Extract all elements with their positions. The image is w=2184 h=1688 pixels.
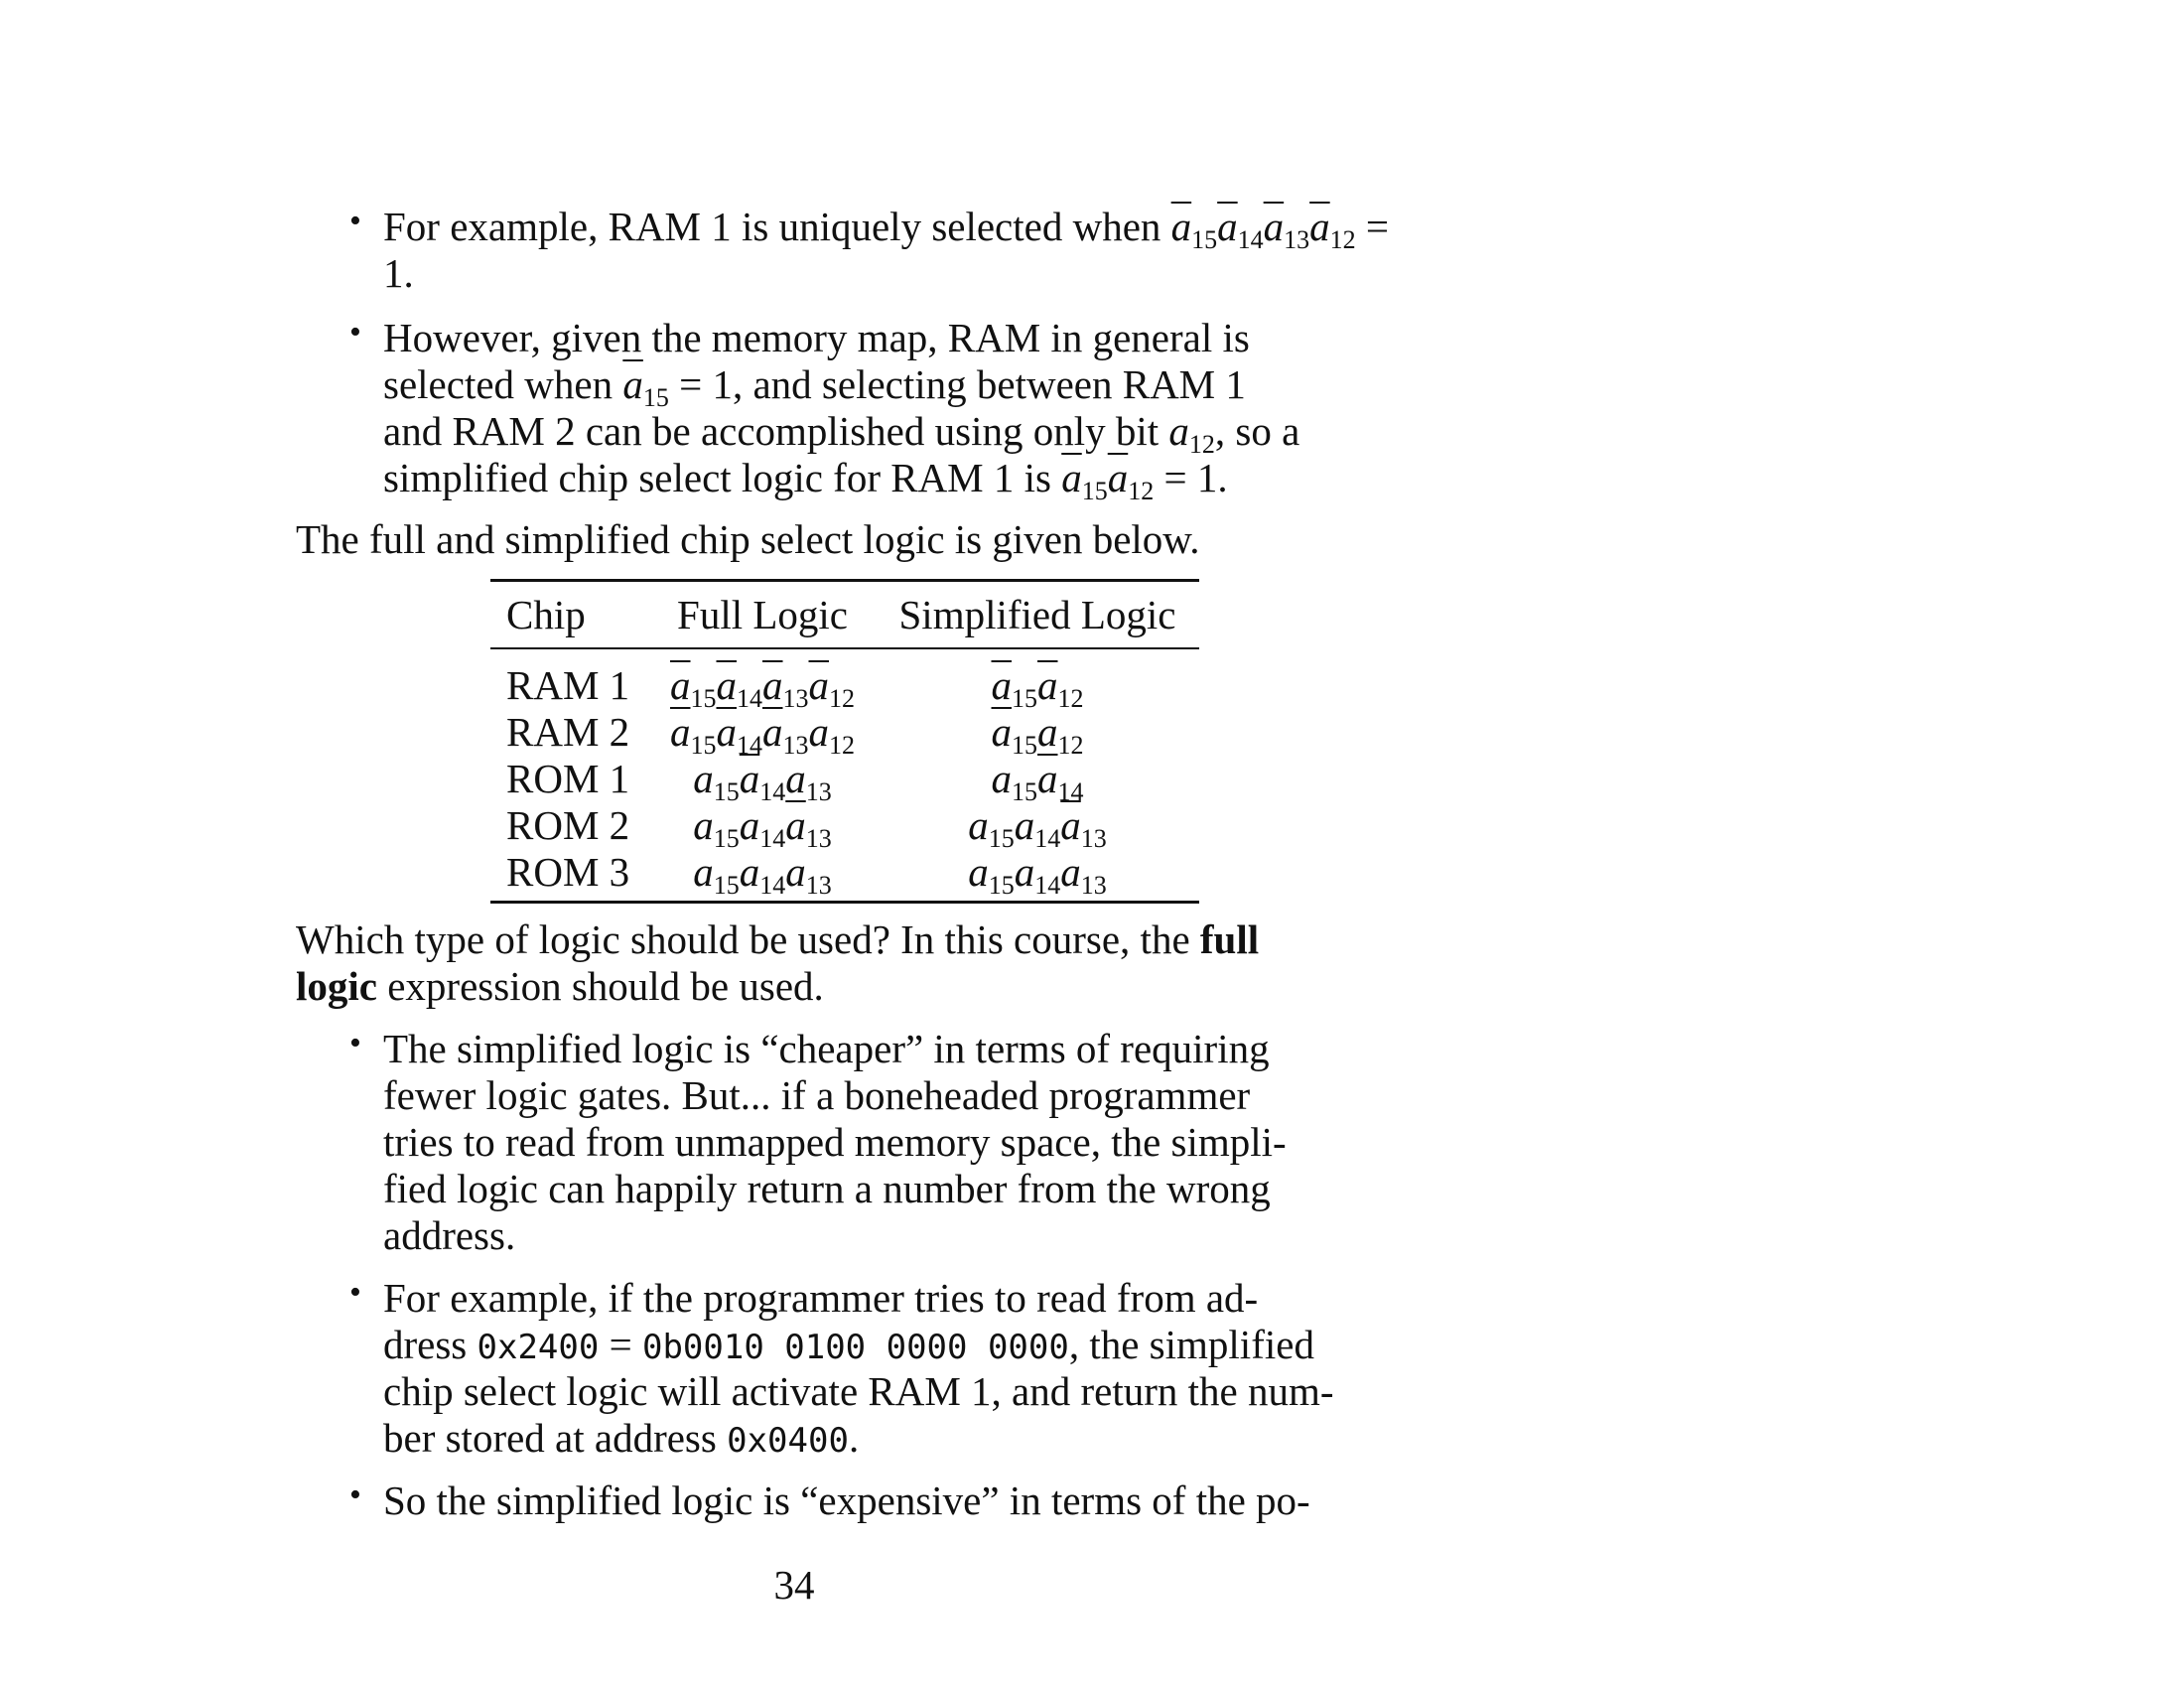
math-variable-negated: $\overline{a}_{12}$ bbox=[1037, 662, 1084, 713]
bullet-line bbox=[383, 1274, 1258, 1322]
bullet-line bbox=[383, 1414, 859, 1462]
math-variable: $a_{14}$ bbox=[739, 802, 786, 853]
text-run: The simplified logic is “cheaper” in terms of requiring bbox=[383, 1026, 1270, 1071]
math-variable-negated: $\overline{a}_{15}$ bbox=[991, 709, 1037, 760]
math-variable-negated: $\overline{a}_{14}$ bbox=[1217, 204, 1264, 254]
bullet-line bbox=[383, 407, 1300, 459]
bullet-line bbox=[383, 1367, 1334, 1415]
bullet-line bbox=[383, 314, 1250, 361]
table-cell-chip: RAM 1 bbox=[506, 662, 630, 708]
question-text: Which type of logic should be used? In this course, the bbox=[296, 916, 1200, 962]
math-variable-negated: $\overline{a}_{13}$ bbox=[762, 662, 809, 713]
table-header-full-logic: Full Logic bbox=[677, 592, 848, 637]
math-variable: $a_{14}$ bbox=[1014, 849, 1061, 900]
text-run: fewer logic gates. But... if a boneheaded programmer bbox=[383, 1072, 1251, 1118]
math-variable: $a_{13}$ bbox=[785, 756, 832, 806]
math-variable-negated: $\overline{a}_{14}$ bbox=[1037, 756, 1084, 806]
text-run: and RAM 2 can be accomplished using only bit bbox=[383, 408, 1169, 454]
bullet-line bbox=[383, 360, 1246, 412]
table-cell-chip: ROM 2 bbox=[506, 802, 630, 848]
bullet-line bbox=[383, 1118, 1287, 1166]
math-variable: $a_{14}$ bbox=[1014, 802, 1061, 853]
bullet-line bbox=[383, 1477, 1310, 1524]
math-variable-negated: $\overline{a}_{15}$ bbox=[670, 662, 717, 713]
bullet-dot: • bbox=[349, 203, 361, 239]
text-run: However, given the memory map, RAM in general is bbox=[383, 315, 1250, 360]
math-variable-negated: $\overline{a}_{14}$ bbox=[716, 662, 762, 713]
bullet-line bbox=[383, 1025, 1270, 1072]
table-top-rule bbox=[490, 579, 1199, 582]
math-variable: $a_{15}$ bbox=[991, 756, 1037, 806]
table-cell-simplified-logic bbox=[884, 801, 1191, 853]
table-cell-full-logic bbox=[663, 661, 862, 713]
math-variable-negated: $\overline{a}_{13}$ bbox=[762, 709, 809, 760]
table-cell-chip: RAM 2 bbox=[506, 709, 630, 755]
text-run: So the simplified logic is “expensive” in terms of the po- bbox=[383, 1477, 1310, 1523]
code-literal: 0x0400 bbox=[727, 1421, 849, 1461]
text-run: = 1. bbox=[1154, 455, 1228, 500]
table-cell-simplified-logic bbox=[884, 755, 1191, 806]
math-variable-negated: $\overline{a}_{12}$ bbox=[1309, 204, 1356, 254]
table-header-simplified-logic: Simplified Logic bbox=[898, 592, 1176, 637]
table-header-chip: Chip bbox=[506, 592, 586, 637]
bullet-line bbox=[383, 1165, 1271, 1212]
math-variable-negated: $\overline{a}_{15}$ bbox=[991, 662, 1037, 713]
text-run: , the simplified bbox=[1068, 1322, 1314, 1367]
text-run: For example, RAM 1 is uniquely selected when bbox=[383, 204, 1171, 249]
text-run: = bbox=[1355, 204, 1390, 249]
emphasis-logic: logic bbox=[296, 963, 377, 1009]
bullet-line bbox=[383, 249, 414, 297]
bullet-dot: • bbox=[349, 1274, 361, 1311]
math-variable: $a_{15}$ bbox=[693, 756, 740, 806]
page-number: 34 bbox=[773, 1562, 815, 1608]
text-run: For example, if the programmer tries to read from ad- bbox=[383, 1275, 1259, 1321]
math-variable-negated: $\overline{a}_{13}$ bbox=[1060, 802, 1107, 853]
bullet-line bbox=[383, 203, 1390, 254]
math-variable: $a_{13}$ bbox=[785, 849, 832, 900]
math-variable-negated: $\overline{a}_{12}$ bbox=[1107, 455, 1155, 505]
math-variable: $a_{12}$ bbox=[1037, 709, 1084, 760]
table-bottom-rule bbox=[490, 901, 1199, 904]
question-text: expression should be used. bbox=[376, 963, 824, 1009]
table-cell-simplified-logic bbox=[884, 661, 1191, 713]
bullet-line bbox=[383, 1321, 1314, 1368]
math-variable-negated: $\overline{a}_{14}$ bbox=[716, 709, 762, 760]
math-variable-negated: $\overline{a}_{13}$ bbox=[785, 802, 832, 853]
text-run: fied logic can happily return a number from the wrong bbox=[383, 1166, 1271, 1211]
math-variable: $a_{13}$ bbox=[1060, 849, 1107, 900]
question-paragraph-line bbox=[296, 915, 1259, 963]
text-run: 1. bbox=[383, 250, 414, 296]
table-cell-full-logic bbox=[663, 801, 862, 853]
bullet-line bbox=[383, 1071, 1250, 1119]
code-literal: 0b0010 0100 0000 0000 bbox=[641, 1328, 1069, 1367]
math-variable-negated: $\overline{a}_{15}$ bbox=[670, 709, 717, 760]
table-cell-simplified-logic bbox=[884, 708, 1191, 760]
math-variable-negated: $\overline{a}_{14}$ bbox=[739, 756, 786, 806]
table-header-rule bbox=[490, 647, 1199, 649]
text-run: ber stored at address bbox=[383, 1415, 728, 1461]
table-cell-simplified-logic bbox=[884, 848, 1191, 900]
math-variable-negated: $\overline{a}_{15}$ bbox=[622, 361, 669, 412]
intro-paragraph: The full and simplified chip select logic is given below. bbox=[296, 516, 1200, 562]
text-run: , so a bbox=[1214, 408, 1300, 454]
emphasis-full: full bbox=[1199, 916, 1260, 962]
math-variable: $a_{12}$ bbox=[1168, 408, 1215, 459]
bullet-dot: • bbox=[349, 1477, 361, 1513]
bullet-dot: • bbox=[349, 314, 361, 351]
question-paragraph-line bbox=[296, 962, 824, 1010]
text-run: = bbox=[599, 1322, 642, 1367]
math-variable: $a_{15}$ bbox=[693, 849, 740, 900]
math-variable: $a_{12}$ bbox=[808, 709, 855, 760]
table-cell-chip: ROM 1 bbox=[506, 756, 630, 801]
math-variable-negated: $\overline{a}_{13}$ bbox=[1263, 204, 1310, 254]
code-literal: 0x2400 bbox=[477, 1328, 600, 1367]
text-run: address. bbox=[383, 1212, 516, 1258]
text-run: tries to read from unmapped memory space, the simpli- bbox=[383, 1119, 1287, 1165]
text-run: = 1, and selecting between RAM 1 bbox=[668, 361, 1246, 407]
text-run: chip select logic will activate RAM 1, and return the num- bbox=[383, 1368, 1334, 1414]
math-variable: $a_{15}$ bbox=[968, 802, 1015, 853]
bullet-line bbox=[383, 454, 1228, 505]
math-variable: $a_{15}$ bbox=[968, 849, 1015, 900]
math-variable: $a_{14}$ bbox=[739, 849, 786, 900]
text-run: selected when bbox=[383, 361, 623, 407]
math-variable-negated: $\overline{a}_{15}$ bbox=[1170, 204, 1218, 254]
math-variable-negated: $\overline{a}_{15}$ bbox=[1061, 455, 1108, 505]
bullet-dot: • bbox=[349, 1025, 361, 1061]
table-cell-full-logic bbox=[663, 755, 862, 806]
text-run: . bbox=[848, 1415, 860, 1461]
bullet-line bbox=[383, 1211, 515, 1259]
math-variable-negated: $\overline{a}_{12}$ bbox=[808, 662, 855, 713]
text-run: simplified chip select logic for RAM 1 is bbox=[383, 455, 1062, 500]
table-cell-full-logic bbox=[663, 708, 862, 760]
math-variable: $a_{15}$ bbox=[693, 802, 740, 853]
table-cell-chip: ROM 3 bbox=[506, 849, 630, 895]
text-run: dress bbox=[383, 1322, 478, 1367]
table-cell-full-logic bbox=[663, 848, 862, 900]
